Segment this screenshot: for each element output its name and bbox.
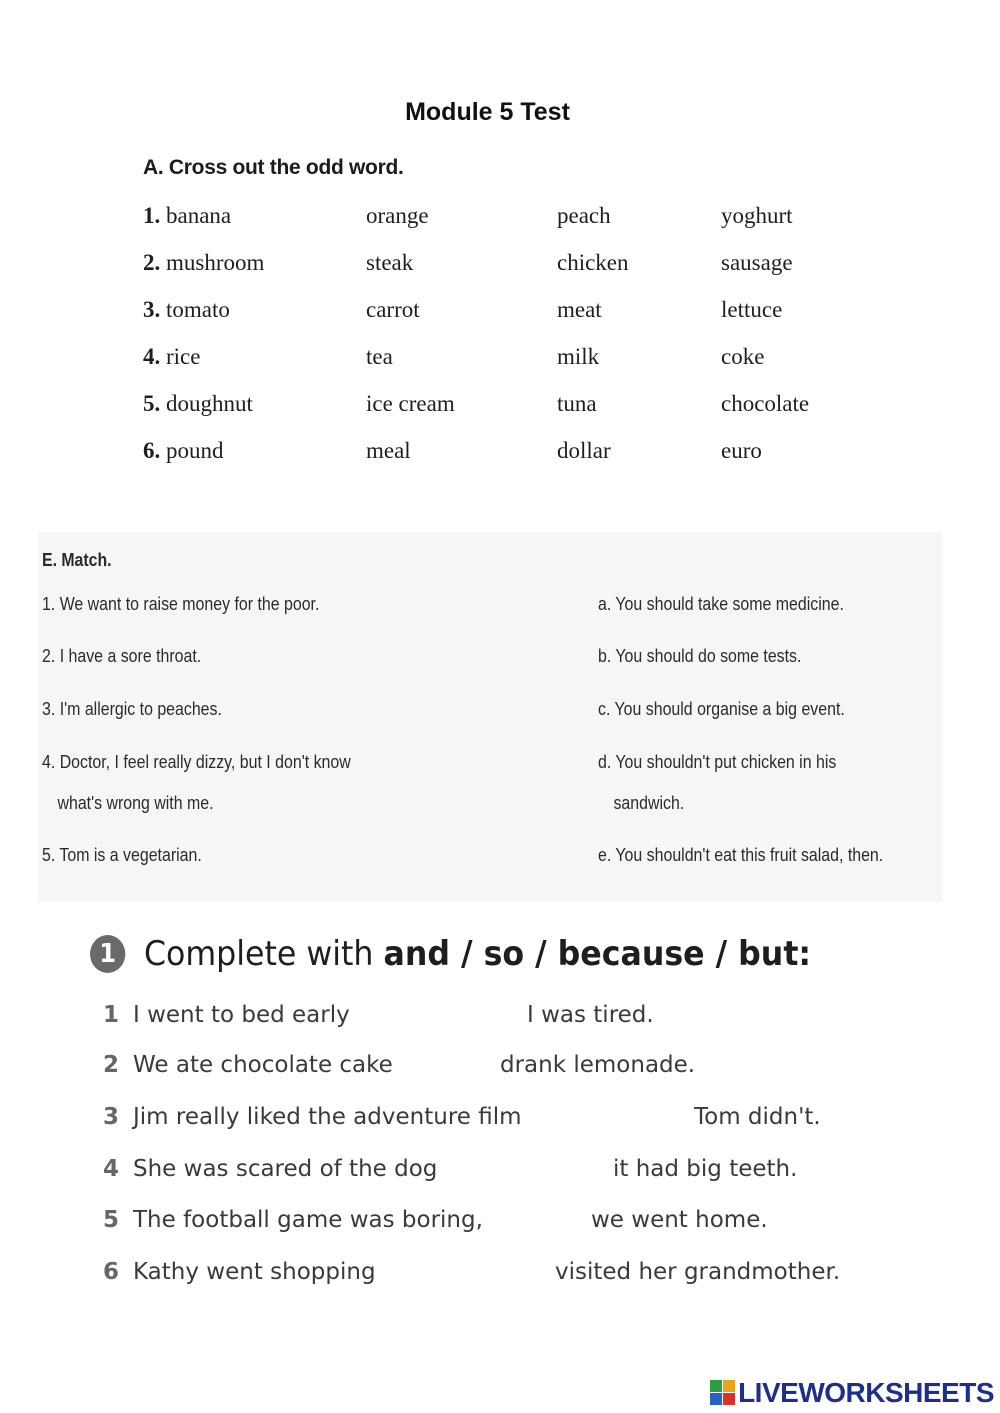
logo-tile: [723, 1380, 735, 1392]
fill-row: [103, 1052, 723, 1092]
sentence-start: We ate chocolate cake: [133, 1052, 393, 1078]
word-option[interactable]: carrot: [366, 297, 420, 322]
word-option[interactable]: meat: [557, 297, 602, 322]
fill-row: [103, 1207, 803, 1247]
match-item-line: 4. Doctor, I feel really dizzy, but I don't know: [42, 751, 351, 772]
word-option[interactable]: sausage: [721, 250, 793, 275]
row-number: 1: [103, 1002, 120, 1028]
match-answer[interactable]: e. You shouldn't eat this fruit salad, then.: [598, 844, 884, 865]
row-number: 1.: [143, 203, 161, 228]
logo-tile: [710, 1393, 722, 1405]
word-option[interactable]: euro: [721, 438, 762, 463]
logo-tile: [710, 1380, 722, 1392]
word-option[interactable]: doughnut: [166, 391, 253, 416]
sentence-end: Tom didn't.: [694, 1104, 821, 1130]
fill-row: [103, 1104, 843, 1144]
exercise-number-badge: 1: [90, 935, 125, 973]
row-number: 5: [103, 1207, 120, 1233]
sentence-start: I went to bed early: [133, 1002, 350, 1028]
match-item[interactable]: 2. I have a sore throat.: [42, 645, 202, 666]
match-answer[interactable]: b. You should do some tests.: [598, 645, 802, 666]
word-option[interactable]: rice: [166, 344, 201, 369]
word-option[interactable]: mushroom: [166, 250, 265, 275]
row-number: 6.: [143, 438, 161, 463]
match-item-line: what's wrong with me.: [57, 792, 214, 813]
heading-keywords: and / so / because / but:: [383, 934, 812, 974]
sentence-start: She was scared of the dog: [133, 1156, 438, 1182]
word-option[interactable]: steak: [366, 250, 414, 275]
match-answer[interactable]: [598, 741, 836, 823]
liveworksheets-logo[interactable]: [710, 1378, 994, 1408]
page-title: Module 5 Test: [405, 98, 570, 126]
sentence-start: Jim really liked the adventure film: [133, 1104, 522, 1130]
word-option[interactable]: tuna: [557, 391, 597, 416]
row-number: 2.: [143, 250, 161, 275]
fill-row: [103, 1002, 703, 1042]
fill-row: [103, 1156, 823, 1196]
sentence-start: Kathy went shopping: [133, 1259, 376, 1285]
logo-tile: [723, 1393, 735, 1405]
match-answer[interactable]: a. You should take some medicine.: [598, 593, 844, 614]
word-option[interactable]: ice cream: [366, 391, 455, 416]
row-number: 6: [103, 1259, 120, 1285]
match-item[interactable]: [42, 741, 351, 823]
word-option[interactable]: peach: [557, 203, 611, 228]
sentence-start: The football game was boring,: [133, 1207, 483, 1233]
row-number: 4.: [143, 344, 161, 369]
word-option[interactable]: orange: [366, 203, 429, 228]
word-option[interactable]: chicken: [557, 250, 629, 275]
section-e-heading: E. Match.: [42, 550, 112, 570]
logo-text: LIVEWORKSHEETS: [738, 1377, 994, 1408]
word-option[interactable]: tea: [366, 344, 393, 369]
row-number: 5.: [143, 391, 161, 416]
row-number: 3: [103, 1104, 120, 1130]
word-option[interactable]: milk: [557, 344, 600, 369]
match-answer[interactable]: c. You should organise a big event.: [598, 698, 845, 719]
sentence-end: it had big teeth.: [613, 1156, 798, 1182]
sentence-end: drank lemonade.: [500, 1052, 696, 1078]
sentence-end: visited her grandmother.: [555, 1259, 841, 1285]
word-option[interactable]: chocolate: [721, 391, 810, 416]
row-number: 3.: [143, 297, 161, 322]
word-option[interactable]: lettuce: [721, 297, 783, 322]
heading-lead: Complete with: [143, 934, 384, 974]
fill-row: [103, 1259, 863, 1299]
section-a-heading: A. Cross out the odd word.: [143, 156, 404, 179]
section-c-heading: [90, 926, 811, 982]
word-option[interactable]: pound: [166, 438, 224, 463]
row-number: 2: [103, 1052, 120, 1078]
match-item[interactable]: 3. I'm allergic to peaches.: [42, 698, 222, 719]
match-answer-line: d. You shouldn't put chicken in his: [598, 751, 837, 772]
word-option[interactable]: dollar: [557, 438, 611, 463]
sentence-end: we went home.: [591, 1207, 768, 1233]
word-option[interactable]: banana: [166, 203, 232, 228]
sentence-end: I was tired.: [527, 1002, 654, 1028]
word-option[interactable]: coke: [721, 344, 765, 369]
word-option[interactable]: meal: [366, 438, 411, 463]
word-option[interactable]: yoghurt: [721, 203, 793, 228]
match-item[interactable]: 1. We want to raise money for the poor.: [42, 593, 320, 614]
liveworksheets-logo-icon: [710, 1380, 736, 1406]
word-option[interactable]: tomato: [166, 297, 230, 322]
row-number: 4: [103, 1156, 120, 1182]
match-answer-line: sandwich.: [613, 792, 685, 813]
match-item[interactable]: 5. Tom is a vegetarian.: [42, 844, 202, 865]
